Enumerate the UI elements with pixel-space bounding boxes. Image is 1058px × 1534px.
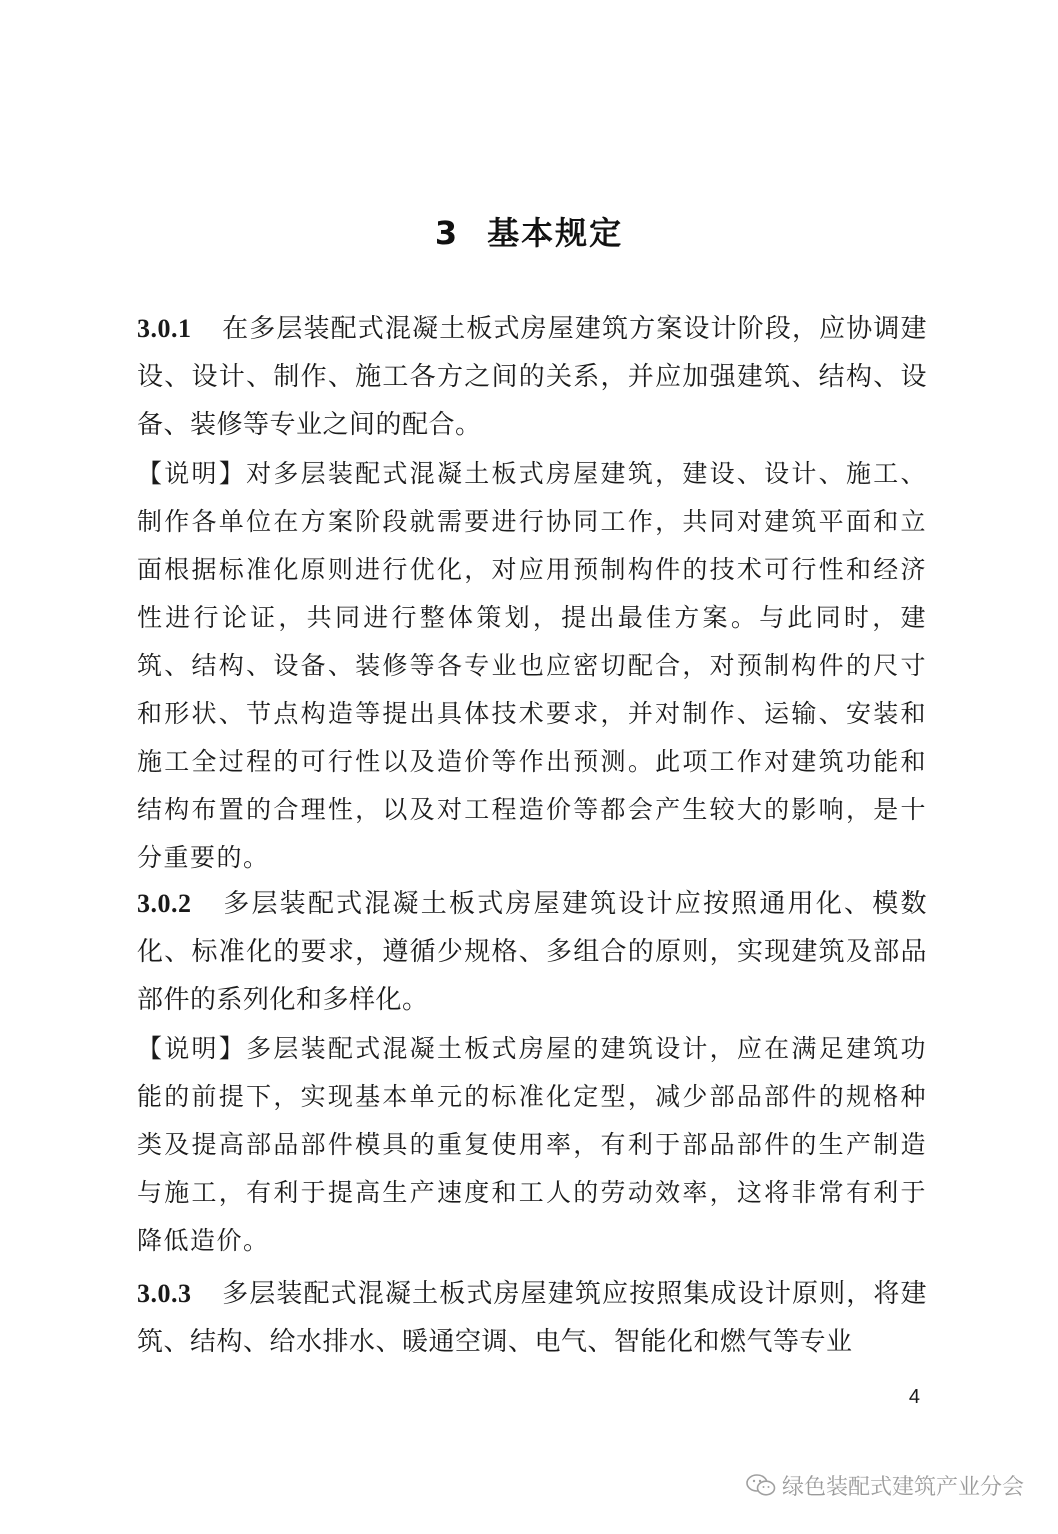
watermark-text: 绿色装配式建筑产业分会 [781,1475,1024,1500]
clause-3-0-1 [137,305,927,449]
chapter-title: 基本规定 [487,214,624,252]
clause-number: 3.0.3 [137,1279,192,1308]
clause-3-0-2 [137,880,927,1024]
note-3-0-1 [137,450,927,882]
clause-text: 在多层装配式混凝土板式房屋建筑方案设计阶段，应协调建设、设计、制作、施工各方之间的关系，并应加强建筑、结构、设备、装修等专业之间的配合。 [137,314,927,440]
chapter-heading [0,208,1058,254]
clause-text: 多层装配式混凝土板式房屋建筑设计应按照通用化、模数化、标准化的要求，遵循少规格、多组合的原则，实现建筑及部品部件的系列化和多样化。 [137,889,927,1015]
clause-number: 3.0.2 [137,889,192,918]
note-text: 【说明】对多层装配式混凝土板式房屋建筑，建设、设计、施工、制作各单位在方案阶段就需要进行协同工作，共同对建筑平面和立面根据标准化原则进行优化，对应用预制构件的技术可行性和经济性进行论证，共同进行整体策划，提出最佳方案。与此同时，建筑、结构、设备、装修等各专业也应密切配合，对预制构件的尺寸和形状、节点构造等提出具体技术要求，并对制作、运输、安装和施工全过程的可行性以及造价等作出预测。此项工作对建筑功能和结构布置的合理性，以及对工程造价等都会产生较大的影响，是十分重要的。 [137,459,927,872]
clause-number: 3.0.1 [137,314,192,343]
note-3-0-2 [137,1025,927,1265]
clause-3-0-3 [137,1270,927,1366]
wechat-icon [746,1473,776,1499]
clause-text: 多层装配式混凝土板式房屋建筑应按照集成设计原则，将建筑、结构、给水排水、暖通空调、电气、智能化和燃气等专业 [137,1279,927,1357]
chapter-number: 3 [434,214,460,252]
note-text: 【说明】多层装配式混凝土板式房屋的建筑设计，应在满足建筑功能的前提下，实现基本单元的标准化定型，减少部品部件的规格种类及提高部品部件模具的重复使用率，有利于部品部件的生产制造与施工，有利于提高生产速度和工人的劳动效率，这将非常有利于降低造价。 [137,1034,927,1255]
page-number: 4 [908,1386,920,1408]
watermark [746,1470,1024,1501]
